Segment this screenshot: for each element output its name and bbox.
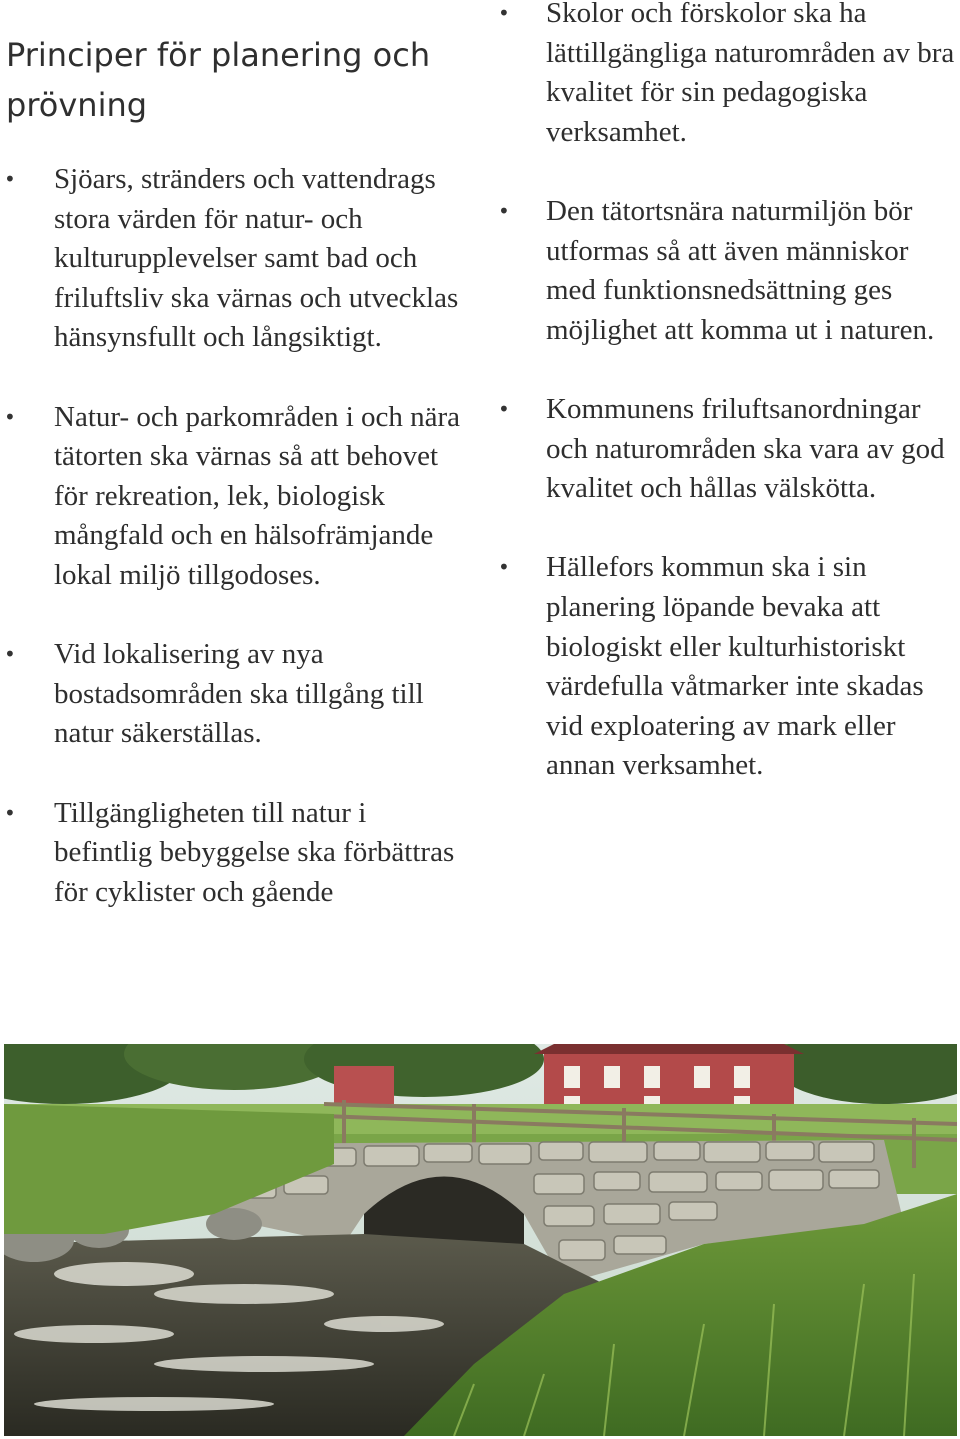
stone-bridge-photo [4, 1044, 957, 1436]
bullet-icon: • [4, 167, 16, 191]
list-item-text: Tillgängligheten till natur i befintlig bebyggelse ska förbättras för cyklister och gående [54, 796, 455, 908]
list-item-text: Natur- och parkområden i och nära tätorten ska värnas så att behovet för rekreation, lek, biologisk mångfald och en hälsofrämjande lokal miljö tillgodoses. [54, 400, 461, 591]
bullet-icon: • [4, 800, 16, 825]
right-bullet-list [494, 0, 960, 825]
list-item-text: Den tätortsnära naturmiljön bör utformas så att även människor med funktionsnedsättning ges möjlighet att komma ut i naturen. [546, 194, 935, 346]
bullet-icon: • [4, 404, 16, 429]
list-item [0, 635, 470, 754]
bullet-icon: • [498, 555, 510, 580]
list-item [494, 390, 960, 509]
list-item-text: Kommunens friluftsanordningar och naturområden ska vara av god kvalitet och hållas välskötta. [546, 392, 945, 505]
bullet-icon: • [498, 198, 510, 223]
stone-bridge-illustration [4, 1044, 957, 1436]
list-item [0, 160, 470, 358]
list-item-text: Skolor och förskolor ska ha lättillgängliga naturområden av bra kvalitet för sin pedagogiska verksamhet. [546, 0, 955, 148]
list-item [0, 794, 470, 913]
page-heading: Principer för planering och prövning [6, 36, 431, 124]
left-bullet-list [0, 160, 470, 952]
bullet-icon: • [498, 1, 510, 25]
list-item-text: Sjöars, stränders och vattendrags stora värden för natur- och kulturupplevelser samt bad och friluftsliv ska värnas och utvecklas hänsynsfullt och långsiktigt. [54, 163, 459, 354]
list-item [494, 548, 960, 786]
list-item [0, 398, 470, 596]
bullet-icon: • [498, 396, 510, 421]
list-item [494, 192, 960, 350]
bullet-icon: • [4, 642, 16, 667]
list-item-text: Vid lokalisering av nya bostadsområden ska tillgång till natur säkerställas. [54, 638, 424, 750]
list-item [494, 0, 960, 152]
list-item-text: Hällefors kommun ska i sin planering löpande bevaka att biologiskt eller kulturhistoriskt värdefulla våtmarker inte skadas vid exploatering av mark eller annan verksamhet. [546, 551, 924, 782]
